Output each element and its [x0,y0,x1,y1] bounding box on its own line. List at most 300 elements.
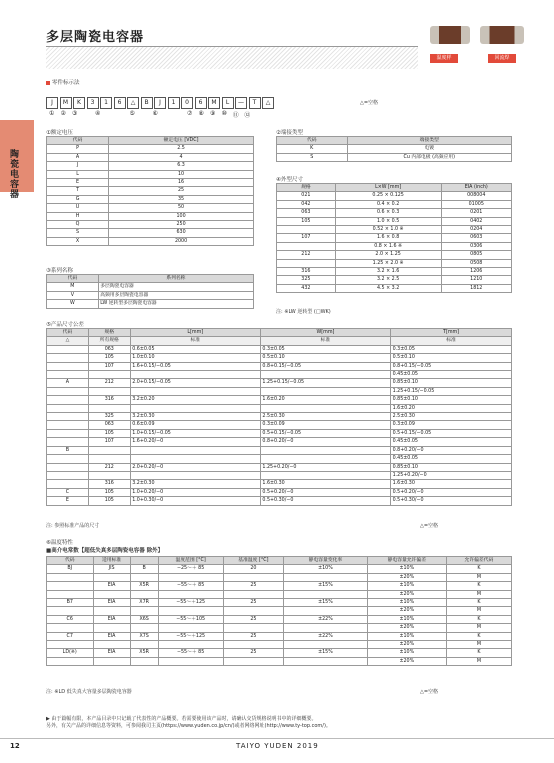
table-row [277,251,512,259]
table-header-cell: 系列名称 [98,275,253,283]
table-cell: 0.3±0.09 [260,421,390,429]
table-header-cell: 基准温度 [°C] [223,557,283,565]
table-cell: A [47,379,89,387]
table-cell: 0.52 × 1.0 ※ [335,226,441,234]
table-cell [93,573,130,581]
table-cell: 0.85±0.10 [391,396,512,404]
table-cell: M [446,590,511,598]
voltage-table [46,136,254,246]
part-code-number: ⑫ [244,112,251,119]
table-row [277,276,512,284]
table-cell: 0.5+0.15/−0.05 [391,429,512,437]
table-cell [88,387,130,395]
footer-line-1: ▶ 由于篇幅有限，本产品目录中只记载了代表性的产品概要。若需要使用该产品时，请确认交货规格说明书中的详细概要。 [46,716,317,722]
table-cell [47,480,89,488]
side-tab-label: 陶瓷电容器 [10,150,20,200]
table-header-cell: 代码 [47,137,109,145]
table-cell: 1.0±0.10 [130,354,260,362]
table-cell: 0.3±0.05 [260,345,390,353]
table-cell: 0.8+0.15/−0.05 [260,362,390,370]
table-cell: −55～＋125 [158,632,223,640]
table-cell: 1.25+0.20/−0 [391,471,512,479]
part-code-box: M [208,97,220,109]
table-cell: EIA [93,632,130,640]
tolerance-note: 注: 参照标准产品的尺寸 [46,523,100,529]
table-cell: 042 [277,200,336,208]
table-cell: ±20% [367,590,446,598]
table-cell [130,607,158,615]
table-row [47,615,512,623]
table-cell: 1.6 × 0.8 [335,234,441,242]
table-row [277,226,512,234]
temperature-table [46,556,512,666]
table-cell: 0306 [441,242,512,250]
table-row [47,649,512,657]
table-row [47,204,254,212]
table-cell: 107 [88,362,130,370]
table-header-row [47,557,512,565]
capacitor-chip-image [480,26,524,44]
table-cell [47,438,89,446]
table-cell: ±20% [367,573,446,581]
table-cell: K [277,145,348,153]
part-code-numbers [46,110,253,119]
table-subheader-cell: △ [47,337,89,345]
table-cell: P [47,145,109,153]
table-cell: 0.5+0.15/−0.05 [260,429,390,437]
table-header-cell: 代码 [47,275,99,283]
table-cell: ±15% [284,599,368,607]
table-cell: −55～＋ 85 [158,582,223,590]
table-cell: 1.25+0.15/−0.05 [260,379,390,387]
table-cell: 212 [277,251,336,259]
part-code-number: ⑩ [221,110,227,117]
table-cell: 212 [88,379,130,387]
table-cell: 0.8+0.20/−0 [260,438,390,446]
table-cell: 0.45±0.05 [391,371,512,379]
section-label-series: ③系列名称 [46,268,73,274]
table-subheader-cell: 所有规格 [88,337,130,345]
table-cell: LD(※) [47,649,94,657]
part-code-box: M [60,97,72,109]
table-cell [223,641,283,649]
table-cell: 1.0 × 0.5 [335,217,441,225]
table-row [47,565,512,573]
table-row [277,259,512,267]
table-cell [284,607,368,615]
table-cell: ±10% [284,565,368,573]
table-cell [284,590,368,598]
table-row [277,217,512,225]
table-cell: 6.3 [109,162,254,170]
table-cell: 0.85±0.10 [391,463,512,471]
table-cell: 1.25+0.15/−0.05 [391,387,512,395]
table-cell [47,463,89,471]
part-code-number: ① [49,110,55,117]
table-cell: 2.5±0.30 [391,413,512,421]
table-row [277,209,512,217]
table-cell: M [446,641,511,649]
part-code-box: △ [127,97,139,109]
table-cell [260,387,390,395]
part-code-number [173,110,185,119]
table-header-cell: 规格 [88,329,130,337]
table-cell: 2.0+0.15/−0.05 [130,379,260,387]
part-code-box: J [154,97,166,109]
table-header-cell: 允许偏差代码 [446,557,511,565]
table-cell: 1812 [441,284,512,292]
table-cell: K [446,632,511,640]
temperature-space-note: △=空格 [420,689,439,695]
table-cell: 0.5+0.20/−0 [391,488,512,496]
table-cell: M [446,624,511,632]
table-header-row [47,329,512,337]
table-cell: V [47,291,99,299]
table-row [47,283,254,291]
part-code-number: ⑥ [152,110,158,117]
table-row [47,179,254,187]
table-header-cell: 适用标准 [93,557,130,565]
table-cell: 630 [109,229,254,237]
table-cell: M [446,573,511,581]
page-number: 12 [10,742,20,750]
table-cell [130,641,158,649]
table-cell: M [446,657,511,665]
part-code-number: ② [60,110,66,117]
temperature-note: 注: ※LD 低失真大容量多层陶瓷电容器 [46,689,132,695]
page-title: 多层陶瓷电容器 [46,30,145,45]
table-cell: EIA [93,599,130,607]
table-cell: 4.5 × 3.2 [335,284,441,292]
table-cell: 20 [223,565,283,573]
table-cell [284,624,368,632]
table-cell: 0.4 × 0.2 [335,200,441,208]
table-cell: 0.8 × 1.6 ※ [335,242,441,250]
table-cell: EIA [93,615,130,623]
table-header-cell: L×W [mm] [335,184,441,192]
table-cell: B7 [47,599,94,607]
table-cell: 25 [223,582,283,590]
part-code-number [81,110,93,119]
table-cell: J [47,162,109,170]
table-cell: 1.25+0.20/−0 [260,463,390,471]
table-header-cell: EIA (inch) [441,184,512,192]
table-cell: 0.5+0.20/−0 [260,488,390,496]
table-cell [130,387,260,395]
table-cell: 316 [88,480,130,488]
table-cell: −55～＋105 [158,615,223,623]
table-cell [47,590,94,598]
table-row [47,480,512,488]
table-header-cell: L[mm] [130,329,260,337]
table-cell [88,404,130,412]
table-row [47,413,512,421]
table-cell: 0.6 × 0.3 [335,209,441,217]
table-cell: 2.5±0.30 [260,413,390,421]
part-code-number: ⑪ [232,112,239,119]
table-cell: −25～＋ 85 [158,565,223,573]
part-code-number [115,110,127,119]
table-cell: 0.85±0.10 [391,379,512,387]
table-cell: 25 [223,615,283,623]
table-cell: 325 [88,413,130,421]
table-cell: 50 [109,204,254,212]
table-row [47,187,254,195]
table-cell: EIA [93,582,130,590]
temp-sublabel: ■高介电常数【超低失真多层陶瓷电容器 除外】 [46,548,164,554]
section-label-tolerance: ⑤产品尺寸公差 [46,322,84,328]
table-subheader-cell: 标准 [391,337,512,345]
section-label-voltage: ①额定电压 [46,130,73,136]
table-cell [47,345,89,353]
table-cell: K [446,649,511,657]
table-cell: JIS [93,565,130,573]
table-cell: 0508 [441,259,512,267]
part-code-box: 1 [168,97,180,109]
table-cell [158,573,223,581]
table-cell [47,429,89,437]
table-cell: 212 [88,463,130,471]
table-cell: M [446,607,511,615]
table-cell [47,657,94,665]
table-cell: 25 [223,632,283,640]
table-row [47,590,512,598]
table-header-row [47,137,254,145]
table-cell: G [47,195,109,203]
table-cell: 1.0+0.30/−0 [130,497,260,505]
table-cell [158,590,223,598]
part-code-box: J [46,97,58,109]
table-cell: W [47,300,99,308]
table-cell [47,607,94,615]
section-label-termination: ②端接类型 [276,130,303,136]
table-cell: 1206 [441,268,512,276]
table-cell [223,607,283,615]
table-cell: 1.6±0.20 [391,404,512,412]
table-cell: 063 [88,421,130,429]
termination-table [276,136,512,162]
table-cell: 0204 [441,226,512,234]
table-cell: 0.3±0.05 [391,345,512,353]
table-row [47,354,512,362]
table-cell [93,590,130,598]
section-label-temp: ⑥温度特性 [46,540,73,546]
table-row [47,195,254,203]
table-row [47,145,254,153]
table-cell: 1210 [441,276,512,284]
table-cell: 0.5+0.30/−0 [391,497,512,505]
table-row [47,607,512,615]
table-row [47,599,512,607]
part-code-box: 6 [195,97,207,109]
table-header-row [47,275,254,283]
table-cell: EIA [93,649,130,657]
table-cell: 25 [109,187,254,195]
table-cell: E [47,179,109,187]
table-cell [284,641,368,649]
table-cell [88,446,130,454]
table-cell [260,404,390,412]
table-row [277,200,512,208]
table-cell: H [47,212,109,220]
table-cell: S [277,153,348,161]
table-cell: 2000 [109,237,254,245]
table-cell: C7 [47,632,94,640]
table-cell: 0.45±0.05 [391,455,512,463]
table-cell: 01005 [441,200,512,208]
table-cell [93,607,130,615]
table-cell: ±10% [367,582,446,590]
table-row [277,153,512,161]
table-cell: 107 [277,234,336,242]
section-label-part-number: 零件标示法 [46,78,80,86]
table-header-cell: 代码 [47,329,89,337]
part-code-box: 1 [100,97,112,109]
table-cell: −55～＋ 85 [158,649,223,657]
table-cell: 021 [277,192,336,200]
space-note: △=空格 [360,100,379,106]
table-cell: 电镀 [347,145,512,153]
table-subheader-cell: 标准 [130,337,260,345]
table-row [277,234,512,242]
table-row [47,162,254,170]
table-cell [47,641,94,649]
table-cell: B [47,446,89,454]
table-row [47,212,254,220]
part-code-box: 0 [181,97,193,109]
table-cell: 0.8+0.20/−0 [391,446,512,454]
part-code-number [104,110,116,119]
part-code-box: 3 [87,97,99,109]
table-row [47,657,512,665]
table-cell: 107 [88,438,130,446]
table-cell: 105 [88,497,130,505]
table-cell: X7R [130,599,158,607]
table-row [47,438,512,446]
table-row [47,170,254,178]
table-cell: 1.6+0.15/−0.05 [130,362,260,370]
table-cell: T [47,187,109,195]
table-cell [88,371,130,379]
table-row [47,300,254,308]
table-cell: 35 [109,195,254,203]
table-cell [93,657,130,665]
table-cell [47,387,89,395]
table-header-cell: 端接类型 [347,137,512,145]
table-cell [130,657,158,665]
table-cell: 0.5±0.10 [260,354,390,362]
table-header-cell: 温度范围 [°C] [158,557,223,565]
table-cell [47,404,89,412]
table-cell: E [47,497,89,505]
table-cell: X5R [130,582,158,590]
table-cell [47,371,89,379]
table-cell: Cu 内部电极 (高频应用) [347,153,512,161]
table-cell: ±10% [367,632,446,640]
table-cell: 0603 [441,234,512,242]
table-header-cell: 代码 [47,557,94,565]
part-code-number: ⑦ [187,110,193,117]
table-cell [223,624,283,632]
table-cell: 3.2±0.20 [130,396,260,404]
table-cell: 105 [88,354,130,362]
table-cell [47,624,94,632]
table-cell: ±20% [367,641,446,649]
table-cell: 1.0+0.15/−0.05 [130,429,260,437]
table-row [47,371,512,379]
table-cell: C6 [47,615,94,623]
table-header-cell: 静电容量变化率 [284,557,368,565]
table-cell [223,590,283,598]
table-cell: 316 [277,268,336,276]
part-code-box: L [222,97,234,109]
table-row [47,291,254,299]
table-row [277,145,512,153]
table-cell [260,455,390,463]
table-row [47,345,512,353]
table-cell: 1.6±0.30 [260,480,390,488]
table-row [47,229,254,237]
table-cell: U [47,204,109,212]
table-cell: LW 逆转型多层陶瓷电容器 [98,300,253,308]
table-cell: 4 [109,153,254,161]
table-cell: ±10% [367,599,446,607]
table-row [47,387,512,395]
table-header-cell: 静电容量允许偏差 [367,557,446,565]
table-header-cell: T[mm] [391,329,512,337]
table-row [47,455,512,463]
table-row [47,632,512,640]
table-cell: 105 [88,429,130,437]
table-cell: 325 [277,276,336,284]
table-cell: S [47,229,109,237]
table-cell: 0.8+0.15/−0.05 [391,362,512,370]
table-cell [47,362,89,370]
table-cell [47,354,89,362]
table-row [277,192,512,200]
table-cell: 2.0 × 1.25 [335,251,441,259]
table-cell: 0.5±0.10 [391,354,512,362]
table-cell: 2.0+0.20/−0 [130,463,260,471]
table-cell: M [47,283,99,291]
series-table [46,274,254,309]
table-cell: 16 [109,179,254,187]
tolerance-space-note: △=空格 [420,523,439,529]
table-header-row [277,184,512,192]
part-code-number [138,110,150,119]
table-cell: 0.3±0.09 [391,421,512,429]
table-cell [93,624,130,632]
header-stripes [46,47,418,69]
table-cell [130,371,260,379]
part-code-number: ⑧ [198,110,204,117]
table-cell: X5R [130,649,158,657]
table-cell: 250 [109,221,254,229]
table-cell: 多层陶瓷电容器 [98,283,253,291]
table-cell: 1.0+0.20/−0 [130,488,260,496]
table-cell [88,471,130,479]
table-row [47,641,512,649]
table-cell: 0402 [441,217,512,225]
table-cell: ±20% [367,607,446,615]
table-row [47,362,512,370]
table-cell: 105 [277,217,336,225]
table-cell: 100 [109,212,254,220]
table-cell [158,657,223,665]
table-cell [260,371,390,379]
table-cell: K [446,582,511,590]
table-cell [130,590,158,598]
